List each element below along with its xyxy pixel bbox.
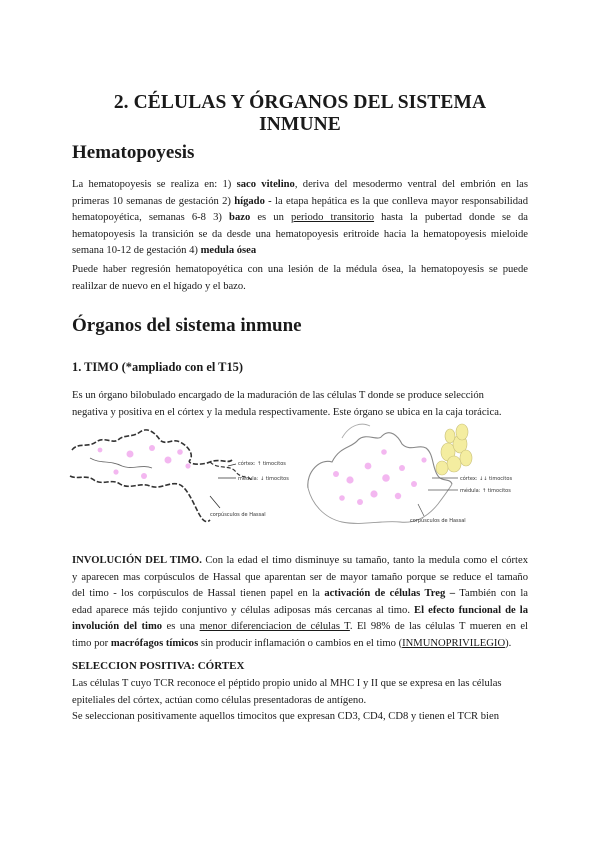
paragraph-hematopoyesis-1 — [72, 177, 528, 260]
text-line: hematopoyética, semanas 6-8 3) bazo es un periodo transitorio hasta la pubertad donde se da — [72, 212, 528, 224]
paragraph-involucion — [72, 553, 528, 653]
section-heading-organos: Órganos del sistema inmune — [72, 315, 302, 336]
paragraph-hematopoyesis-2 — [72, 262, 528, 295]
label-medula-young: médula: ↓ timocitos — [238, 476, 289, 482]
text-line: semana 10-12 de gestación 4) medula ósea — [72, 245, 257, 257]
section-heading-hematopoyesis: Hematopoyesis — [72, 142, 195, 163]
text-line: INVOLUCIÓN DEL TIMO. Con la edad el timo disminuye su tamaño, tanto la medula como el córtex — [72, 555, 528, 566]
text-line: Puede haber regresión hematopoyética con una lesión de la médula ósea, la hematopoyesis se puede — [72, 264, 528, 275]
paragraph-timo — [72, 388, 528, 421]
text-line: Las células T cuyo TCR reconoce el péptido propio unido al MHC I y II que se expresa en las células — [72, 678, 502, 689]
text-line: Se seleccionan positivamente aquellos timocitos que expresan CD3, CD4, CD8 y tienen el TCR bien — [72, 711, 500, 723]
text-line: del timo - los corpúsculos de Hassal tienen papel en la activación de células Treg – También con la — [72, 588, 528, 600]
text-line: realilzar de nuevo en el hígado y el bazo. — [72, 280, 246, 292]
paragraph-seleccion — [72, 676, 528, 726]
text-line: epiteliales del córtex, actúan como células presentadoras de antígeno. — [72, 694, 367, 706]
text-line: Es un órgano bilobulado encargado de la maduración de las células T donde se produce selección — [72, 390, 484, 401]
subsection-heading-seleccion: SELECCION POSITIVA: CÓRTEX — [72, 660, 245, 672]
text-line: edad aparece más tejido conjuntivo y células adiposas más cercanas al timo. El efecto funcional de la — [72, 604, 528, 616]
label-hassal-young: corpúsculos de Hassal — [210, 512, 266, 518]
page-title: 2. CÉLULAS Y ÓRGANOS DEL SISTEMA INMUNE — [113, 92, 487, 135]
text-line: hematopoyesis la transición se da desde una hematopoyesis eritroide hacia la hematopoyesis mieloide — [72, 228, 528, 240]
text-line: La hematopoyesis se realiza en: 1) saco vitelino, deriva del mesodermo ventral del embrión en las — [72, 179, 528, 190]
subsection-heading-timo: 1. TIMO (*ampliado con el T15) — [72, 360, 243, 374]
text-line: involución del timo es una menor diferenciacion de células T. El 98% de las células T mueren en el — [72, 621, 528, 633]
text-line: primeras 10 semanas de gestación 2) hígado - la etapa hepática es la que conlleva mayor responsabilidad — [72, 195, 529, 207]
text-line: y aparecen mas corpúsculos de Hassal que aparentan ser de mayor tamaño porque se reduce el tamaño — [72, 571, 528, 583]
text-line: negativa y positiva en el córtex y la medula respectivamente. Este órgano se ubica en la caja torácica. — [72, 406, 502, 418]
label-medula-old: médula: ↑ timocitos — [460, 488, 511, 494]
label-hassal-old: corpúsculos de Hassal — [410, 518, 466, 524]
thymus-old-sketch — [302, 418, 532, 536]
text-line: timo por macrófagos tímicos sin producir inflamación o cambios en el timo (INMUNOPRIVILEGIO). — [72, 637, 512, 649]
label-cortex-old: córtex: ↓↓ timocitos — [460, 476, 513, 482]
label-cortex-young: córtex: ↑ timocitos — [238, 461, 286, 467]
thymus-young-sketch — [60, 420, 310, 530]
